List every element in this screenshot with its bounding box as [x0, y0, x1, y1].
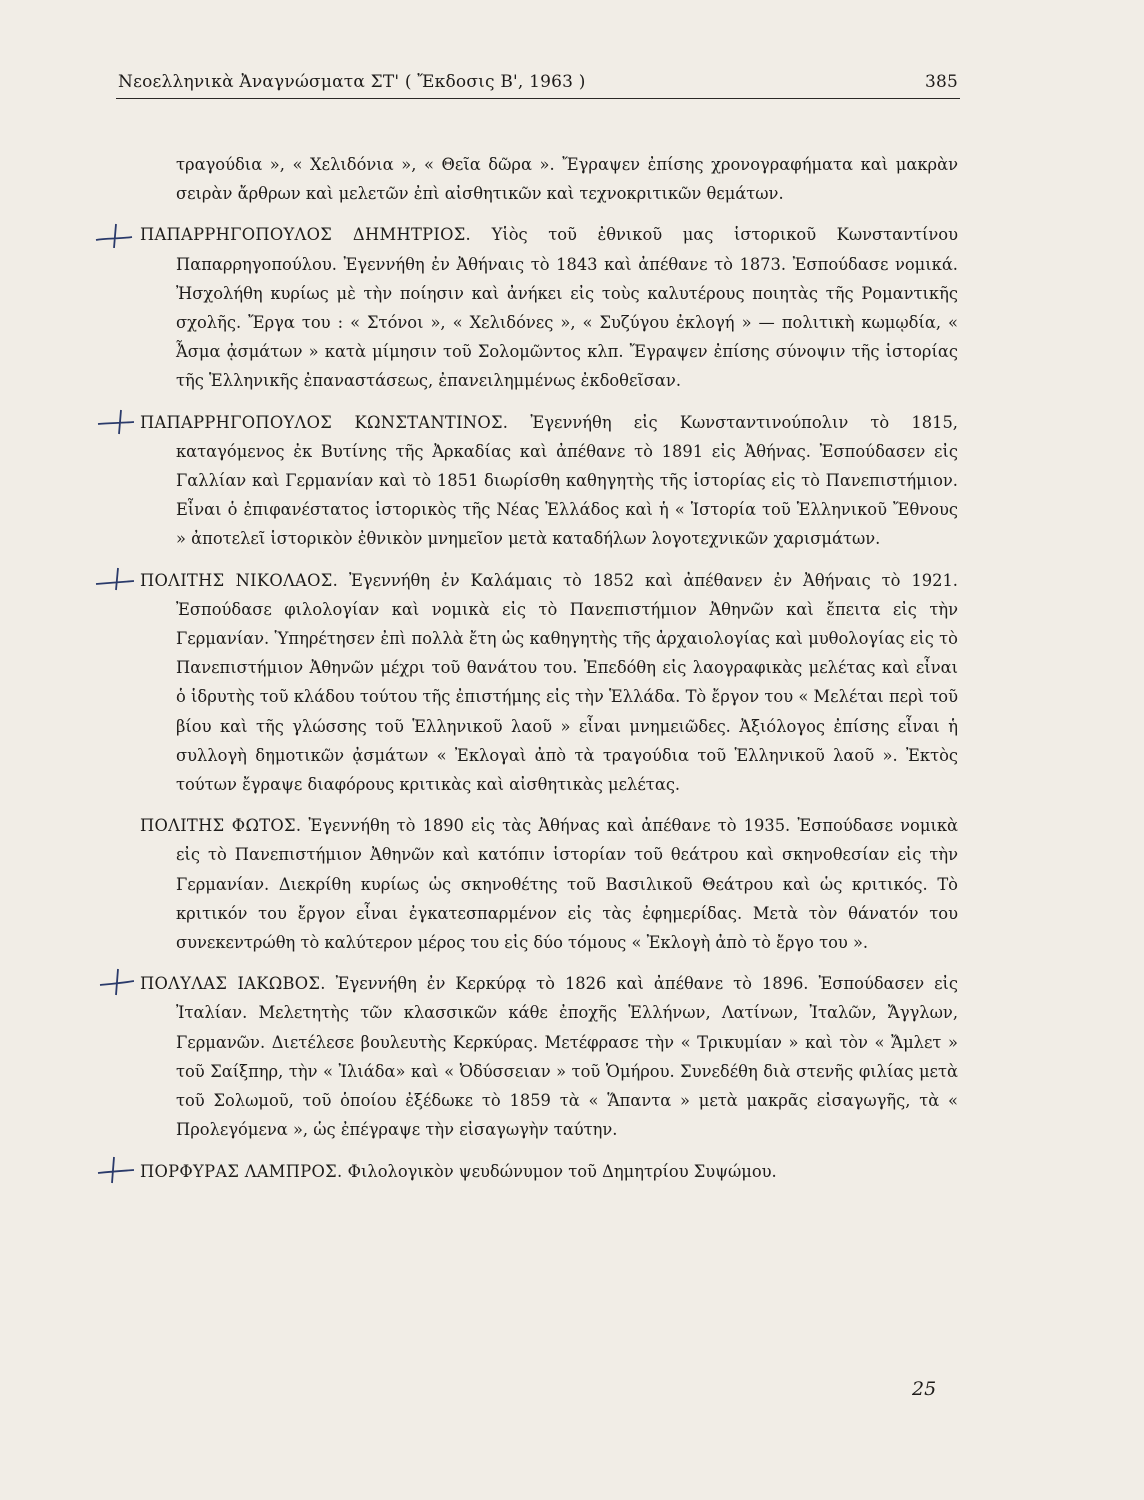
entry [140, 566, 958, 800]
entry-text [140, 220, 958, 395]
header-rule [116, 98, 960, 99]
entry-description: Ἐγεννήθη ἐν Καλάμαις τὸ 1852 καὶ ἀπέθανεν ἐν Ἀθήναις τὸ 1921. Ἐσπούδασε φιλολογίαν καὶ νομικὰ εἰς τὸ Πανεπιστήμιον Ἀθηνῶν καὶ ἔπειτα εἰς τὴν Γερμανίαν. Ὑπηρέτησεν ἐπὶ πολλὰ ἔτη ὡς καθηγητὴς τῆς ἀρχαιολογίας καὶ μυθολογίας εἰς τὸ Πανεπιστήμιον Ἀθηνῶν μέχρι τοῦ θανάτου του. Ἐπεδόθη εἰς λαογραφικὰς μελέτας καὶ εἶναι ὁ ἱδρυτὴς τοῦ κλάδου τούτου τῆς ἐπιστήμης εἰς τὴν Ἑλλάδα. Τὸ ἔργον του « Μελέται περὶ τοῦ βίου καὶ τῆς γλώσσης τοῦ Ἑλληνικοῦ λαοῦ » εἶναι μνημειῶδες. Ἀξιόλογος ἐπίσης εἶναι ἡ συλλογὴ δημοτικῶν ᾀσμάτων « Ἐκλογαὶ ἀπὸ τὰ τραγούδια τοῦ Ἑλληνικοῦ λαοῦ ». Ἐκτὸς τούτων ἔγραψε διαφόρους κριτικὰς καὶ αἰσθητικὰς μελέτας. [176, 570, 958, 795]
entry-description: Υἱὸς τοῦ ἐθνικοῦ μας ἱστορικοῦ Κωνσταντίνου Παπαρρηγοπούλου. Ἐγεννήθη ἐν Ἀθήναις τὸ 1843 καὶ ἀπέθανε τὸ 1873. Ἐσπούδασε νομικά. Ἠσχολήθη κυρίως μὲ τὴν ποίησιν καὶ ἀνήκει εἰς τοὺς καλυτέρους ποιητὰς τῆς Ρομαντικῆς σχολῆς. Ἔργα του : « Στόνοι », « Χελιδόνες », « Συζύγου ἐκλογή » — πολιτικὴ κωμῳδία, « Ἆσμα ᾀσμάτων » κατὰ μίμησιν τοῦ Σολομῶντος κλπ. Ἔγραψεν ἐπίσης σύνοψιν τῆς ἱστορίας τῆς Ἑλληνικῆς ἐπαναστάσεως, ἐπανειλημμένως ἐκδοθεῖσαν. [176, 225, 958, 391]
entry-text [140, 566, 958, 800]
entry-name: ΠΟΛΥΛΑΣ ΙΑΚΩΒΟΣ. [140, 974, 326, 994]
handwritten-cross-mark [94, 967, 134, 997]
entry [140, 969, 959, 1144]
signature-mark: 25 [912, 1378, 937, 1400]
entry-description: Ἐγεννήθη εἰς Κωνσταντινούπολιν τὸ 1815, καταγόμενος ἐκ Βυτίνης τῆς Ἀρκαδίας καὶ ἀπέθανε τὸ 1891 εἰς Ἀθήνας. Ἐσπούδασεν εἰς Γαλλίαν καὶ Γερμανίαν καὶ τὸ 1851 διωρίσθη καθηγητὴς τῆς ἱστορίας εἰς τὸ Πανεπιστήμιον. Εἶναι ὁ ἐπιφανέστατος ἱστορικὸς τῆς Νέας Ἑλλάδος καὶ ἡ « Ἱστορία τοῦ Ἑλληνικοῦ Ἔθνους » ἀποτελεῖ ἱστορικὸν ἐθνικὸν μνημεῖον μετὰ καταδήλων λογοτεχνικῶν χαρισμάτων. [176, 412, 958, 549]
entry [140, 220, 958, 395]
running-header [118, 72, 958, 92]
entry [140, 811, 958, 957]
entry-text [140, 408, 958, 554]
entry [140, 1157, 958, 1186]
entry-text [140, 811, 958, 957]
entry-name: ΠΑΠΑΡΡΗΓΟΠΟΥΛΟΣ ΔΗΜΗΤΡΙΟΣ. [140, 225, 472, 245]
entry-text [140, 1157, 958, 1186]
entry-name: ΠΟΛΙΤΗΣ ΦΩΤΟΣ. [140, 816, 302, 836]
entry [140, 408, 958, 554]
page-body [140, 150, 959, 1186]
entry-text [140, 969, 958, 1144]
entry-name: ΠΟΛΙΤΗΣ ΝΙΚΟΛΑΟΣ. [140, 570, 339, 590]
handwritten-cross-mark [94, 218, 134, 248]
intro-text: τραγούδια », « Χελιδόνια », « Θεῖα δῶρα ». Ἔγραψεν ἐπίσης χρονογραφήματα καὶ μακρὰν σειρὰν ἄρθρων καὶ μελετῶν ἐπὶ αἰσθητικῶν καὶ τεχνοκριτικῶν θεμάτων. [176, 155, 958, 204]
entry-name: ΠΟΡΦΥΡΑΣ ΛΑΜΠΡΟΣ. [140, 1161, 343, 1181]
handwritten-cross-mark [94, 564, 134, 594]
handwritten-cross-mark [94, 406, 134, 436]
page-number: 385 [924, 72, 958, 92]
entry-description: Φιλολογικὸν ψευδώνυμον τοῦ Δημητρίου Συψώμου. [342, 1161, 777, 1181]
handwritten-cross-mark [94, 1155, 134, 1185]
entry-description: Ἐγεννήθη ἐν Κερκύρᾳ τὸ 1826 καὶ ἀπέθανε τὸ 1896. Ἐσπούδασεν εἰς Ἰταλίαν. Μελετητὴς τῶν κλασσικῶν κάθε ἐποχῆς Ἑλλήνων, Λατίνων, Ἰταλῶν, Ἄγγλων, Γερμανῶν. Διετέλεσε βουλευτὴς Κερκύρας. Μετέφρασε τὴν « Τρικυμίαν » καὶ τὸν « Ἄμλετ » τοῦ Σαίξπηρ, τὴν « Ἰλιάδα» καὶ « Ὀδύσσειαν » τοῦ Ὁμήρου. Συνεδέθη διὰ στενῆς φιλίας μετὰ τοῦ Σολωμοῦ, τοῦ ὁποίου ἐξέδωκε τὸ 1859 τὰ « Ἅπαντα » μετὰ μακρᾶς εἰσαγωγῆς, τὰ « Προλεγόμενα », ὡς ἐπέγραψε τὴν εἰσαγωγὴν ταύτην. [176, 974, 959, 1140]
entry-name: ΠΑΠΑΡΡΗΓΟΠΟΥΛΟΣ ΚΩΝΣΤΑΝΤΙΝΟΣ. [140, 412, 509, 432]
intro-paragraph [176, 150, 958, 208]
entry-description: Ἐγεννήθη τὸ 1890 εἰς τὰς Ἀθήνας καὶ ἀπέθανε τὸ 1935. Ἐσπούδασε νομικὰ εἰς τὸ Πανεπιστήμιον Ἀθηνῶν καὶ κατόπιν ἱστορίαν τοῦ θεάτρου καὶ σκηνοθεσίαν εἰς τὴν Γερμανίαν. Διεκρίθη κυρίως ὡς σκηνοθέτης τοῦ Βασιλικοῦ Θεάτρου καὶ ὡς κριτικός. Τὸ κριτικόν του ἔργον εἶναι ἐγκατεσπαρμένον εἰς τὰς ἐφημερίδας. Μετὰ τὸν θάνατόν του συνεκεντρώθη τὸ καλύτερον μέρος του εἰς δύο τόμους « Ἐκλογὴ ἀπὸ τὸ ἔργο του ». [176, 816, 958, 953]
header-title: Νεοελληνικὰ Ἀναγνώσματα ΣΤ' ( Ἔκδοσις Β', 1963 ) [118, 72, 586, 92]
